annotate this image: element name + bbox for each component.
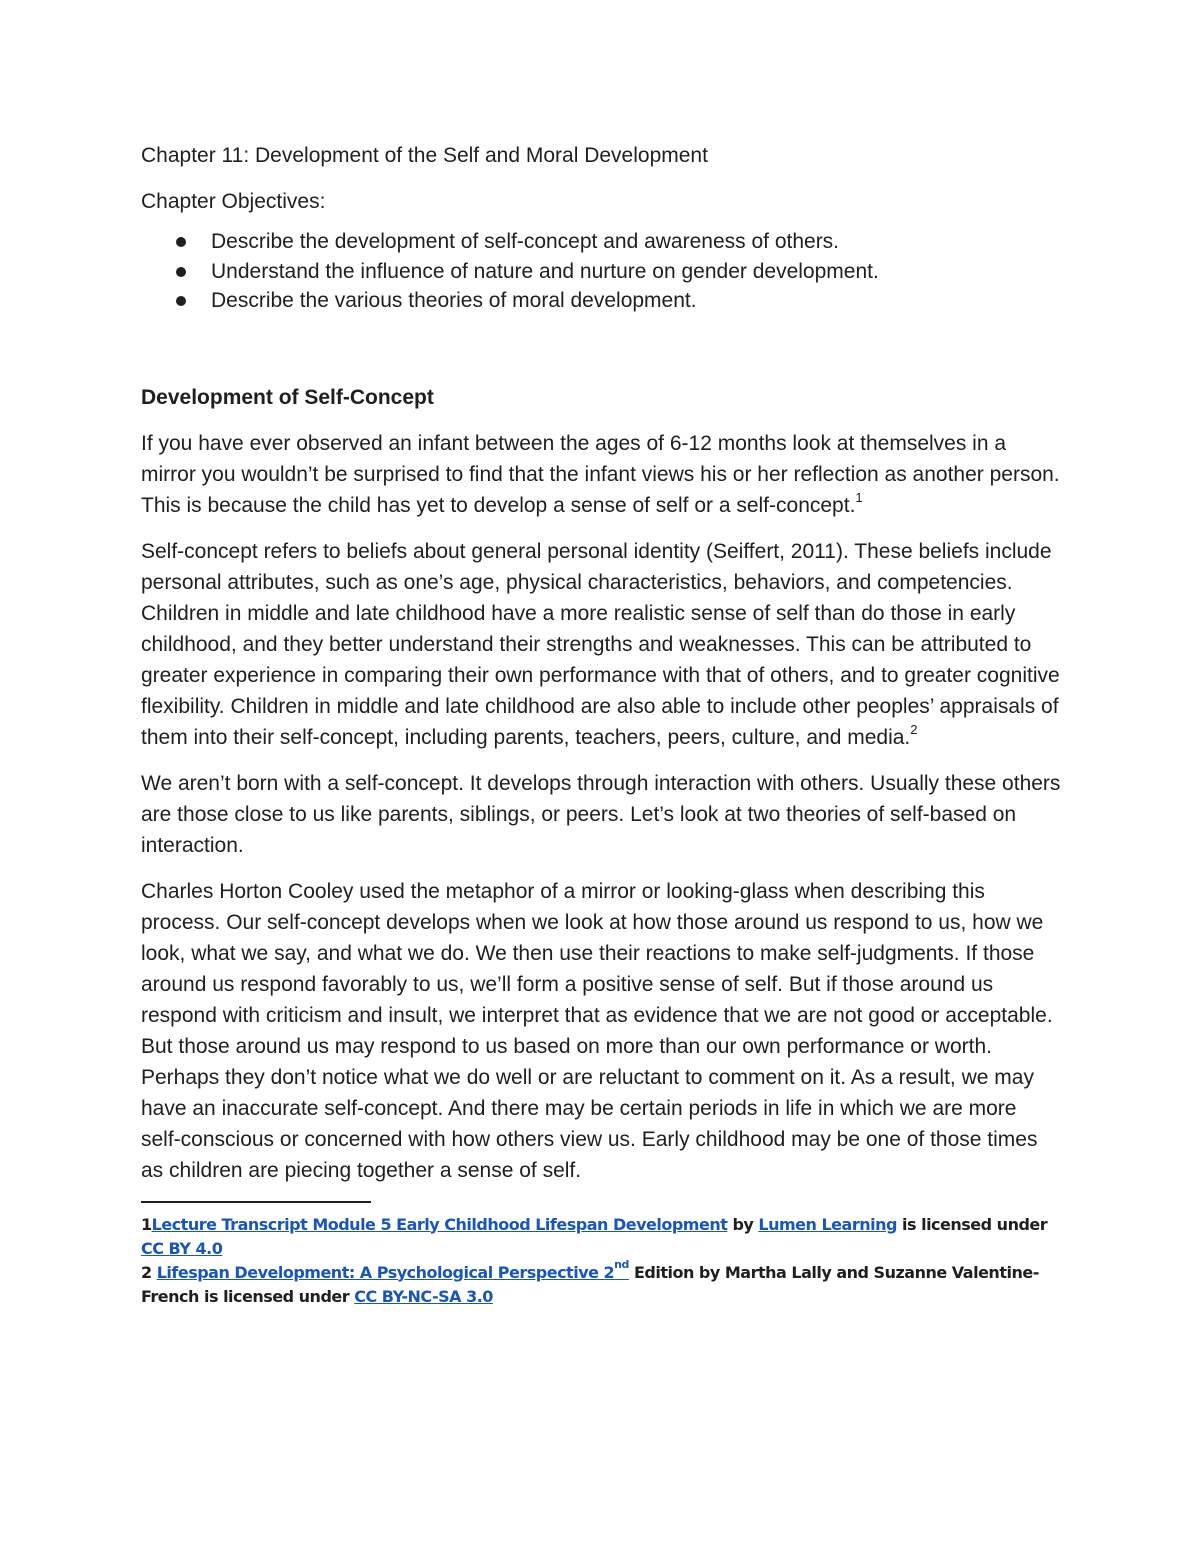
- footnote-link-lifespan-development[interactable]: [156, 1258, 629, 1282]
- objectives-label: Chapter Objectives:: [141, 190, 326, 213]
- footnote-separator: [141, 1201, 371, 1203]
- section-heading: Development of Self-Concept: [141, 385, 434, 409]
- paragraph-text: Charles Horton Cooley used the metaphor of a mirror or looking-glass when describing this process. Our self-concept develops when we look at how those around us respond to us, how we look, what we say, and what we do. We then use their reactions to make self-judgments. If those around us respond favorably to us, we’ll form a positive sense of self. But if those around us respond with criticism and insult, we interpret that as evidence that we are not good or acceptable. But those around us may respond to us based on more than our own performance or worth. Perhaps they don’t notice what we do well or are reluctant to comment on it. As a result, we may have an inaccurate self-concept. And there may be certain periods in life in which we are more self-conscious or concerned with how others view us. Early childhood may be one of those times as children are piecing together a sense of self.: [141, 879, 1053, 1182]
- footnote-number: 1: [141, 1214, 152, 1234]
- footnotes: [141, 1213, 1061, 1309]
- body-paragraph: [141, 768, 1061, 861]
- body-paragraph: [141, 428, 1061, 521]
- footnote-link-text: Lifespan Development: A Psychological Perspective 2: [156, 1262, 615, 1282]
- paragraph-text: We aren’t born with a self-concept. It develops through interaction with others. Usually these others are those close to us like parents, siblings, or peers. Let’s look at two theories of self-based on interaction.: [141, 771, 1061, 857]
- objective-item: [141, 257, 1061, 287]
- footnote-ref[interactable]: 1: [855, 489, 863, 505]
- footnote-text: by: [727, 1214, 759, 1234]
- footnote-link-lecture-transcript[interactable]: Lecture Transcript Module 5 Early Childhood Lifespan Development: [151, 1214, 728, 1234]
- footnote-2: [141, 1258, 1061, 1309]
- body-paragraph: [141, 536, 1061, 753]
- body-paragraph: [141, 876, 1061, 1186]
- paragraph-text: Self-concept refers to beliefs about general personal identity (Seiffert, 2011). These beliefs include personal attributes, such as one’s age, physical characteristics, behaviors, and competencies. Children in middle and late childhood have a more realistic sense of self than do those in early childhood, and they better understand their strengths and weaknesses. This can be attributed to greater experience in comparing their own performance with that of others, and to greater cognitive flexibility. Children in middle and late childhood are also able to include other peoples’ appraisals of them into their self-concept, including parents, teachers, peers, culture, and media.: [141, 539, 1060, 749]
- objectives-list: [141, 227, 1061, 316]
- footnote-text: is licensed under: [896, 1214, 1048, 1234]
- bullet-icon: [176, 296, 186, 306]
- footnote-link-sup: nd: [614, 1258, 629, 1272]
- bullet-icon: [176, 267, 186, 277]
- objective-text: Describe the various theories of moral development.: [211, 289, 697, 312]
- chapter-title: Chapter 11: Development of the Self and Moral Development: [141, 144, 708, 167]
- footnote-1: [141, 1213, 1061, 1261]
- footnote-ref[interactable]: 2: [910, 721, 918, 737]
- objective-text: Understand the influence of nature and nurture on gender development.: [211, 259, 879, 283]
- objective-text: Describe the development of self-concept and awareness of others.: [211, 230, 840, 253]
- footnote-text: Edition by Martha Lally and Suzanne Valentine-French is licensed under: [141, 1262, 1039, 1306]
- footnote-link-cc-by[interactable]: CC BY 4.0: [141, 1238, 223, 1258]
- footnote-link-cc-by-nc-sa[interactable]: CC BY-NC-SA 3.0: [354, 1286, 493, 1306]
- footnote-number: 2: [141, 1262, 157, 1282]
- footnote-link-lumen-learning[interactable]: Lumen Learning: [758, 1214, 897, 1234]
- bullet-icon: [176, 237, 186, 247]
- document-page: [141, 140, 1061, 1309]
- objective-item: [141, 286, 1061, 316]
- objective-item: [141, 227, 1061, 257]
- paragraph-text: If you have ever observed an infant between the ages of 6-12 months look at themselves in a mirror you wouldn’t be surprised to find that the infant views his or her reflection as another person. This is because the child has yet to develop a sense of self or a self-concept.: [141, 431, 1060, 517]
